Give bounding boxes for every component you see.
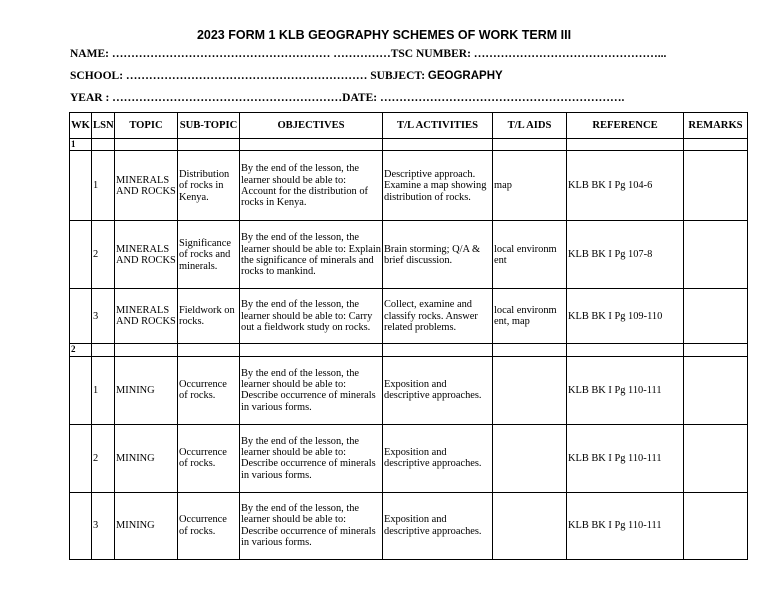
empty-cell xyxy=(567,139,684,151)
topic-cell: MINERALS AND ROCKS xyxy=(115,221,178,289)
empty-cell xyxy=(684,139,748,151)
year-date-line: YEAR : ……………………………………………………DATE: ………………………………………………………. xyxy=(70,92,625,104)
objectives-cell: By the end of the lesson, the learner should be able to: Describe occurrence of minerals in various forms. xyxy=(240,356,383,424)
table-row xyxy=(70,151,748,221)
empty-cell xyxy=(684,344,748,356)
col-lsn: LSN xyxy=(92,113,115,139)
table-row xyxy=(70,356,748,424)
school-subject-label: SCHOOL: ……………………………………………………… SUBJECT: xyxy=(70,70,428,82)
aids-cell xyxy=(493,356,567,424)
topic-cell: MINERALS AND ROCKS xyxy=(115,151,178,221)
subtopic-cell: Significance of rocks and minerals. xyxy=(178,221,240,289)
col-wk: WK xyxy=(70,113,92,139)
empty-cell xyxy=(178,139,240,151)
activities-cell: Exposition and descriptive approaches. xyxy=(383,424,493,492)
topic-cell: MINERALS AND ROCKS xyxy=(115,289,178,344)
objectives-cell: By the end of the lesson, the learner should be able to: Describe occurrence of minerals in various forms. xyxy=(240,424,383,492)
table-row xyxy=(70,424,748,492)
reference-cell: KLB BK I Pg 110-111 xyxy=(567,424,684,492)
week-blank-cell xyxy=(70,356,92,424)
week-number: 1 xyxy=(70,139,92,151)
empty-cell xyxy=(567,344,684,356)
empty-cell xyxy=(493,344,567,356)
aids-cell xyxy=(493,424,567,492)
name-tsc-line: NAME: ………………………………………………… ……………TSC NUMBER: …………………………………………... xyxy=(70,48,667,60)
subject-value: GEOGRAPHY xyxy=(427,70,503,82)
subtopic-cell: Occurrence of rocks. xyxy=(178,356,240,424)
empty-cell xyxy=(493,139,567,151)
week-blank-cell xyxy=(70,492,92,559)
reference-cell: KLB BK I Pg 109-110 xyxy=(567,289,684,344)
remarks-cell xyxy=(684,356,748,424)
week-blank-cell xyxy=(70,221,92,289)
reference-cell: KLB BK I Pg 107-8 xyxy=(567,221,684,289)
activities-cell: Exposition and descriptive approaches. xyxy=(383,356,493,424)
table-header-row xyxy=(70,113,748,139)
week-number: 2 xyxy=(70,344,92,356)
empty-cell xyxy=(240,344,383,356)
aids-cell: local environm ent xyxy=(493,221,567,289)
week-blank-cell xyxy=(70,151,92,221)
subtopic-cell: Occurrence of rocks. xyxy=(178,492,240,559)
table-row xyxy=(70,221,748,289)
remarks-cell xyxy=(684,424,748,492)
reference-cell: KLB BK I Pg 110-111 xyxy=(567,356,684,424)
remarks-cell xyxy=(684,289,748,344)
aids-cell: map xyxy=(493,151,567,221)
week-row xyxy=(70,139,748,151)
school-subject-line xyxy=(70,70,503,82)
topic-cell: MINING xyxy=(115,492,178,559)
empty-cell xyxy=(383,139,493,151)
scheme-table xyxy=(69,112,748,560)
remarks-cell xyxy=(684,492,748,559)
week-blank-cell xyxy=(70,289,92,344)
remarks-cell xyxy=(684,151,748,221)
lesson-number: 1 xyxy=(92,356,115,424)
lesson-number: 3 xyxy=(92,289,115,344)
objectives-cell: By the end of the lesson, the learner should be able to: Account for the distribution of rocks in Kenya. xyxy=(240,151,383,221)
reference-cell: KLB BK I Pg 110-111 xyxy=(567,492,684,559)
objectives-cell: By the end of the lesson, the learner should be able to: Describe occurrence of minerals in various forms. xyxy=(240,492,383,559)
table-row xyxy=(70,492,748,559)
lesson-number: 2 xyxy=(92,424,115,492)
col-subtopic: SUB-TOPIC xyxy=(178,113,240,139)
activities-cell: Exposition and descriptive approaches. xyxy=(383,492,493,559)
activities-cell: Descriptive approach. Examine a map showing distribution of rocks. xyxy=(383,151,493,221)
activities-cell: Brain storming; Q/A & brief discussion. xyxy=(383,221,493,289)
table-row xyxy=(70,289,748,344)
empty-cell xyxy=(240,139,383,151)
lesson-number: 2 xyxy=(92,221,115,289)
col-remarks: REMARKS xyxy=(684,113,748,139)
col-objectives: OBJECTIVES xyxy=(240,113,383,139)
topic-cell: MINING xyxy=(115,356,178,424)
col-activities: T/L ACTIVITIES xyxy=(383,113,493,139)
week-row xyxy=(70,344,748,356)
objectives-cell: By the end of the lesson, the learner should be able to: Carry out a fieldwork study on rocks. xyxy=(240,289,383,344)
lesson-number: 3 xyxy=(92,492,115,559)
col-aids: T/L AIDS xyxy=(493,113,567,139)
aids-cell: local environm ent, map xyxy=(493,289,567,344)
empty-cell xyxy=(115,344,178,356)
activities-cell: Collect, examine and classify rocks. Answer related problems. xyxy=(383,289,493,344)
col-topic: TOPIC xyxy=(115,113,178,139)
aids-cell xyxy=(493,492,567,559)
reference-cell: KLB BK I Pg 104-6 xyxy=(567,151,684,221)
col-reference: REFERENCE xyxy=(567,113,684,139)
remarks-cell xyxy=(684,221,748,289)
document-title: 2023 FORM 1 KLB GEOGRAPHY SCHEMES OF WORK TERM III xyxy=(196,28,572,42)
subtopic-cell: Distribution of rocks in Kenya. xyxy=(178,151,240,221)
empty-cell xyxy=(178,344,240,356)
empty-cell xyxy=(92,139,115,151)
lesson-number: 1 xyxy=(92,151,115,221)
topic-cell: MINING xyxy=(115,424,178,492)
empty-cell xyxy=(115,139,178,151)
empty-cell xyxy=(92,344,115,356)
week-blank-cell xyxy=(70,424,92,492)
subtopic-cell: Occurrence of rocks. xyxy=(178,424,240,492)
empty-cell xyxy=(383,344,493,356)
objectives-cell: By the end of the lesson, the learner should be able to: Explain the significance of minerals and rocks to mankind. xyxy=(240,221,383,289)
subtopic-cell: Fieldwork on rocks. xyxy=(178,289,240,344)
